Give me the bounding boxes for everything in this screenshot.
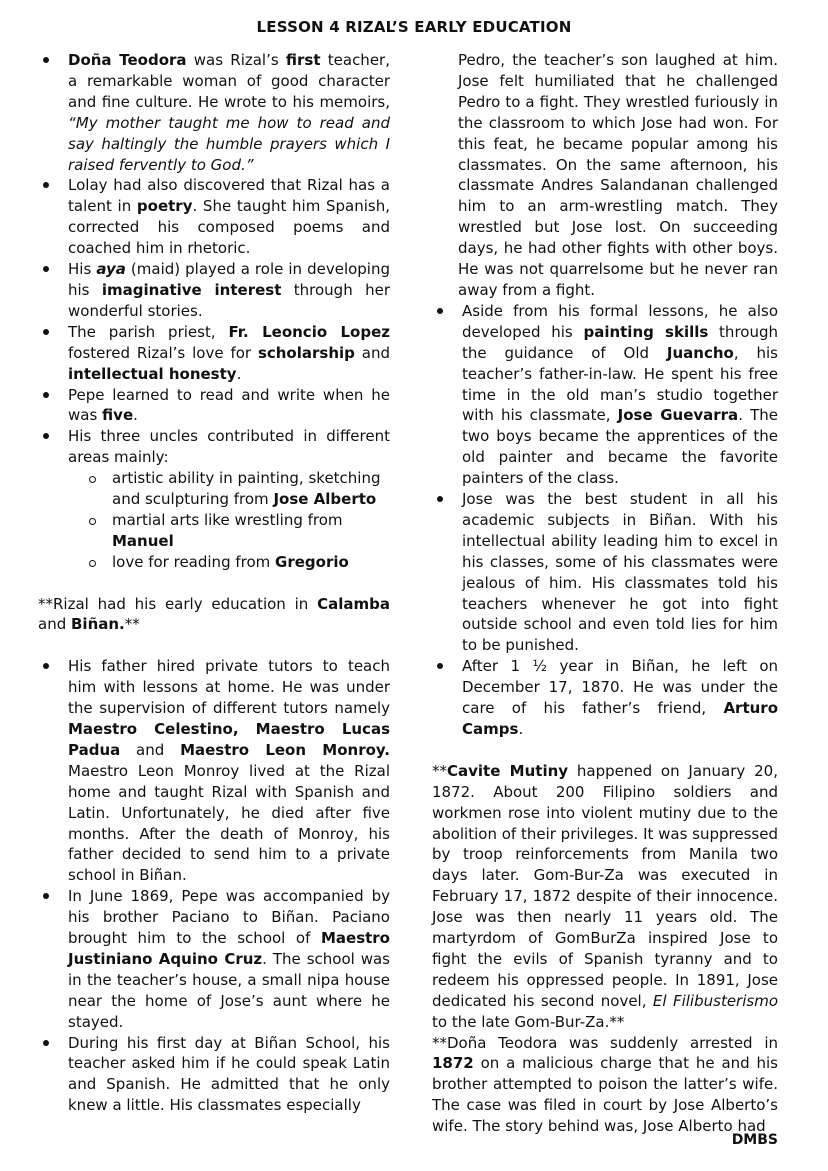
cavite-mutiny-paragraph: **Cavite Mutiny happened on January 20, 1872. About 200 Filipino soldiers and workmen rose into violent mutiny due to the abolition of their privileges. It was suppressed by troop reinforcements from Manila two days later. Gom-Bur-Za was executed in February 17, 1872 despite of their innocence. Jose was then nearly 11 years old. The martyrdom of GomBurZa inspired Jose to fight the evils of Spanish tyranny and to redeem his oppressed people. In 1891, Jose dedicated his second novel, El Filibusterismo to the late Gom-Bur-Za.**: [432, 761, 778, 1031]
list-item: During his first day at Biñan School, his teacher asked him if he could speak Latin and Spanish. He admitted that he only knew a little. His classmates especially: [38, 1033, 390, 1117]
bullet-list-schooling: [38, 656, 390, 1116]
list-item: After 1 ½ year in Biñan, he left on December 17, 1870. He was under the care of his father’s friend, Arturo Camps.: [432, 656, 778, 740]
sublist-item: love for reading from Gregorio: [68, 552, 390, 573]
early-education-note: **Rizal had his early education in Calamba and Biñan.**: [38, 594, 390, 634]
list-item: The parish priest, Fr. Leoncio Lopez fostered Rizal’s love for scholarship and intellectual honesty.: [38, 322, 390, 385]
list-item: Aside from his formal lessons, he also developed his painting skills through the guidance of Old Juancho, his teacher’s father-in-law. He spent his free time in the old man’s studio together with his classmate, Jose Guevarra. The two boys became the apprentices of the old painter and became the favorite painters of the class.: [432, 301, 778, 489]
list-item: In June 1869, Pepe was accompanied by his brother Paciano to Biñan. Paciano brought him to the school of Maestro Justiniano Aquino Cruz. The school was in the teacher’s house, a small nipa house near the home of Jose’s aunt where he stayed.: [38, 886, 390, 1032]
footer-initials: DMBS: [731, 1132, 778, 1148]
list-item: Lolay had also discovered that Rizal has a talent in poetry. She taught him Spanish, corrected his composed poems and coached him in rhetoric.: [38, 175, 390, 259]
list-item: His three uncles contributed in different areas mainly: artistic ability in painting, sketching and sculpturing from Jose Alberto martial arts like wrestling from Manuel love for reading from Gregorio: [38, 426, 390, 572]
continued-paragraph: Pedro, the teacher’s son laughed at him. Jose felt humiliated that he challenged Pedro to a fight. They wrestled furiously in the classroom to which Jose had won. For this feat, he became popular among his classmates. On the same afternoon, his classmate Andres Salandanan challenged him to an arm-wrestling match. They wrestled but Jose lost. On succeeding days, he had other fights with other boys. He was not quarrelsome but he never ran away from a fight.: [458, 51, 778, 299]
uncles-sublist: [68, 468, 390, 573]
sublist-item: artistic ability in painting, sketching and sculpturing from Jose Alberto: [68, 468, 390, 510]
memoir-quote: “My mother taught me how to read and say haltingly the humble prayers which I raised fervently to God.”: [68, 113, 390, 174]
list-item: Pepe learned to read and write when he was five.: [38, 385, 390, 427]
bullet-list-binan: [432, 301, 778, 740]
list-item: His father hired private tutors to teach him with lessons at home. He was under the supervision of different tutors namely Maestro Celestino, Maestro Lucas Padua and Maestro Leon Monroy. Maestro Leon Monroy lived at the Rizal home and taught Rizal with Spanish and Latin. Unfortunately, he died after five months. After the death of Monroy, his father decided to send him to a private school in Biñan.: [38, 656, 390, 886]
teodora-arrest-paragraph: **Doña Teodora was suddenly arrested in 1872 on a malicious charge that he and his brother attempted to poison the latter’s wife. The case was filed in court by Jose Alberto’s wife. The story behind was, Jose Alberto had: [432, 1033, 778, 1136]
sublist-item: martial arts like wrestling from Manuel: [68, 510, 390, 552]
right-column: [432, 50, 778, 1137]
left-column: [38, 50, 390, 1116]
list-item: Doña Teodora was Rizal’s first teacher, a remarkable woman of good character and fine culture. He wrote to his memoirs, “My mother taught me how to read and say haltingly the humble prayers which I raised fervently to God.”: [38, 50, 390, 175]
list-item: His aya (maid) played a role in developing his imaginative interest through her wonderful stories.: [38, 259, 390, 322]
list-item: Jose was the best student in all his academic subjects in Biñan. With his intellectual ability leading him to excel in his classes, some of his classmates were jealous of him. His classmates told his teachers whenever he got into fight outside school and even told lies for him to be punished.: [432, 489, 778, 656]
lesson-title: LESSON 4 RIZAL’S EARLY EDUCATION: [256, 18, 572, 36]
bullet-list-intro: [38, 50, 390, 573]
